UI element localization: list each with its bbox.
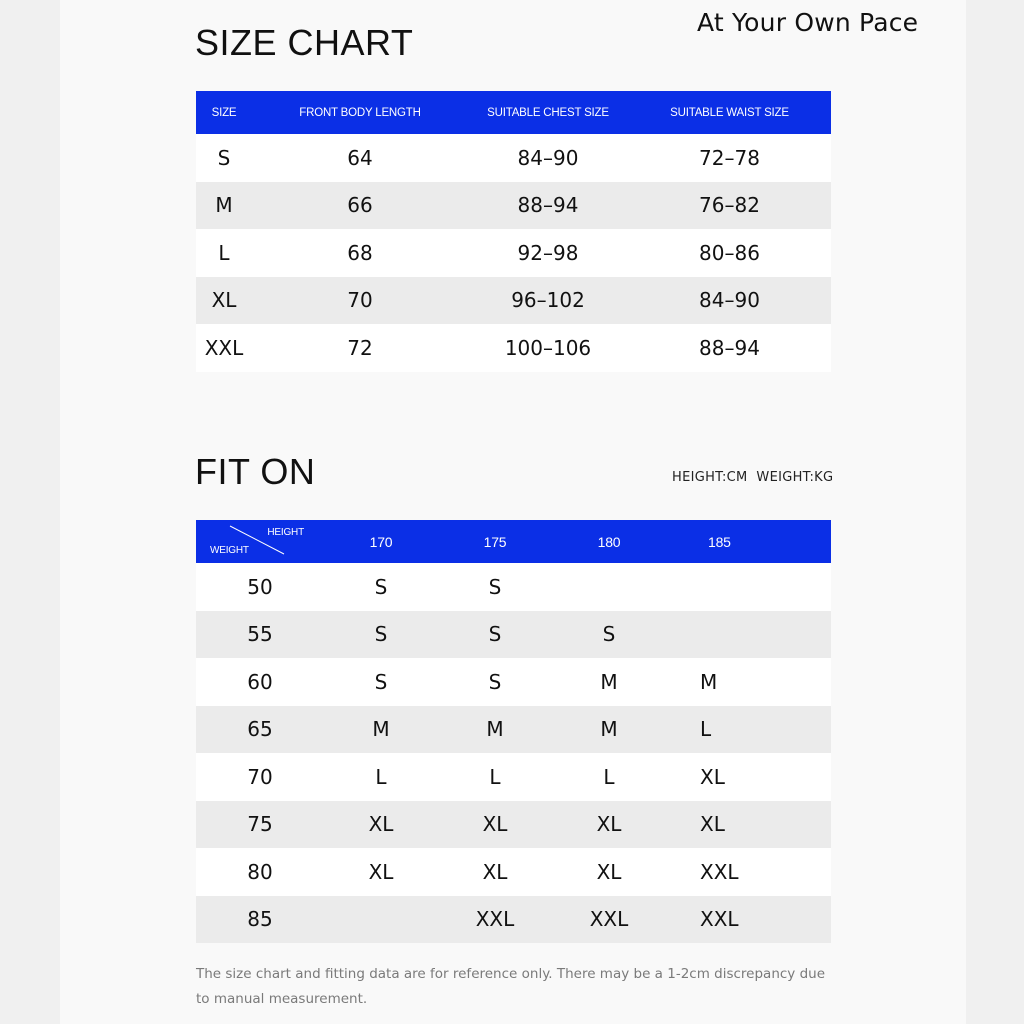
- table-cell: 80: [196, 848, 324, 896]
- table-cell: XL: [552, 801, 666, 849]
- fit-on-row: [196, 706, 831, 754]
- fit-on-row: [196, 801, 831, 849]
- table-cell: S: [438, 611, 552, 659]
- table-cell: S: [324, 611, 438, 659]
- table-cell: XL: [324, 848, 438, 896]
- table-cell: M: [552, 706, 666, 754]
- table-cell: 75: [196, 801, 324, 849]
- table-cell: L: [552, 753, 666, 801]
- table-cell: XXL: [438, 896, 552, 944]
- fit-on-row: [196, 658, 831, 706]
- table-cell: 60: [196, 658, 324, 706]
- disclaimer-line-1: The size chart and fitting data are for reference only. There may be a 1-2cm discrepancy due: [196, 966, 826, 982]
- corner-weight-label: WEIGHT: [210, 545, 249, 556]
- size-chart-row: [196, 277, 831, 325]
- table-cell: 85: [196, 896, 324, 944]
- height-header-180: 180: [552, 520, 666, 563]
- table-cell: XL: [552, 848, 666, 896]
- table-cell: S: [438, 658, 552, 706]
- table-cell: 100–106: [468, 324, 628, 372]
- table-cell: XXL: [196, 324, 252, 372]
- table-cell: [552, 563, 666, 611]
- table-cell: XXL: [666, 896, 831, 944]
- size-chart-row: [196, 182, 831, 230]
- disclaimer-line-2: to manual measurement.: [196, 991, 368, 1007]
- table-cell: XXL: [552, 896, 666, 944]
- table-cell: 76–82: [628, 182, 831, 230]
- table-cell: 64: [252, 134, 468, 182]
- table-cell: 88–94: [468, 182, 628, 230]
- fit-on-row: [196, 848, 831, 896]
- column-header-chest-size: SUITABLE CHEST SIZE: [468, 91, 628, 134]
- table-cell: XL: [196, 277, 252, 325]
- height-header-175: 175: [438, 520, 552, 563]
- table-cell: XL: [438, 848, 552, 896]
- height-header-170: 170: [324, 520, 438, 563]
- fit-on-row: [196, 563, 831, 611]
- size-chart-table: [196, 91, 831, 372]
- column-header-size: SIZE: [196, 91, 252, 134]
- diagonal-divider: [196, 520, 324, 563]
- table-cell: 66: [252, 182, 468, 230]
- table-cell: M: [666, 658, 831, 706]
- size-chart-row: [196, 229, 831, 277]
- table-cell: 70: [252, 277, 468, 325]
- table-cell: [666, 611, 831, 659]
- disclaimer-note: [196, 962, 836, 1012]
- table-cell: M: [324, 706, 438, 754]
- size-chart-row: [196, 324, 831, 372]
- table-cell: XL: [324, 801, 438, 849]
- fit-on-row: [196, 896, 831, 944]
- table-cell: 72–78: [628, 134, 831, 182]
- table-cell: S: [438, 563, 552, 611]
- table-cell: L: [196, 229, 252, 277]
- column-header-front-body-length: FRONT BODY LENGTH: [252, 91, 468, 134]
- table-cell: S: [196, 134, 252, 182]
- table-cell: M: [196, 182, 252, 230]
- fit-on-table: [196, 520, 831, 943]
- table-cell: S: [324, 563, 438, 611]
- table-cell: XL: [666, 753, 831, 801]
- fit-on-row: [196, 611, 831, 659]
- size-chart-row: [196, 134, 831, 182]
- table-cell: 92–98: [468, 229, 628, 277]
- fit-on-row: [196, 753, 831, 801]
- table-cell: 84–90: [628, 277, 831, 325]
- height-header-185: 185: [666, 520, 831, 563]
- table-cell: XL: [438, 801, 552, 849]
- table-cell: 50: [196, 563, 324, 611]
- table-cell: 70: [196, 753, 324, 801]
- fit-on-header-row: [196, 520, 831, 563]
- table-cell: [324, 896, 438, 944]
- size-chart-header-row: [196, 91, 831, 134]
- table-cell: 65: [196, 706, 324, 754]
- corner-height-label: HEIGHT: [267, 527, 304, 538]
- table-cell: [666, 563, 831, 611]
- table-cell: S: [324, 658, 438, 706]
- table-cell: XL: [666, 801, 831, 849]
- table-cell: M: [552, 658, 666, 706]
- fit-on-title: FIT ON: [195, 451, 316, 492]
- column-header-waist-size: SUITABLE WAIST SIZE: [628, 91, 831, 134]
- table-cell: L: [438, 753, 552, 801]
- corner-header-cell: [196, 520, 324, 563]
- table-cell: 68: [252, 229, 468, 277]
- table-cell: 80–86: [628, 229, 831, 277]
- brand-name: At Your Own Pace: [697, 8, 919, 37]
- units-label: HEIGHT:CM WEIGHT:KG: [672, 470, 834, 485]
- table-cell: 96–102: [468, 277, 628, 325]
- table-cell: L: [324, 753, 438, 801]
- table-cell: S: [552, 611, 666, 659]
- table-cell: 88–94: [628, 324, 831, 372]
- table-cell: M: [438, 706, 552, 754]
- table-cell: XXL: [666, 848, 831, 896]
- size-chart-title: SIZE CHART: [195, 22, 414, 63]
- table-cell: L: [666, 706, 831, 754]
- table-cell: 84–90: [468, 134, 628, 182]
- table-cell: 72: [252, 324, 468, 372]
- table-cell: 55: [196, 611, 324, 659]
